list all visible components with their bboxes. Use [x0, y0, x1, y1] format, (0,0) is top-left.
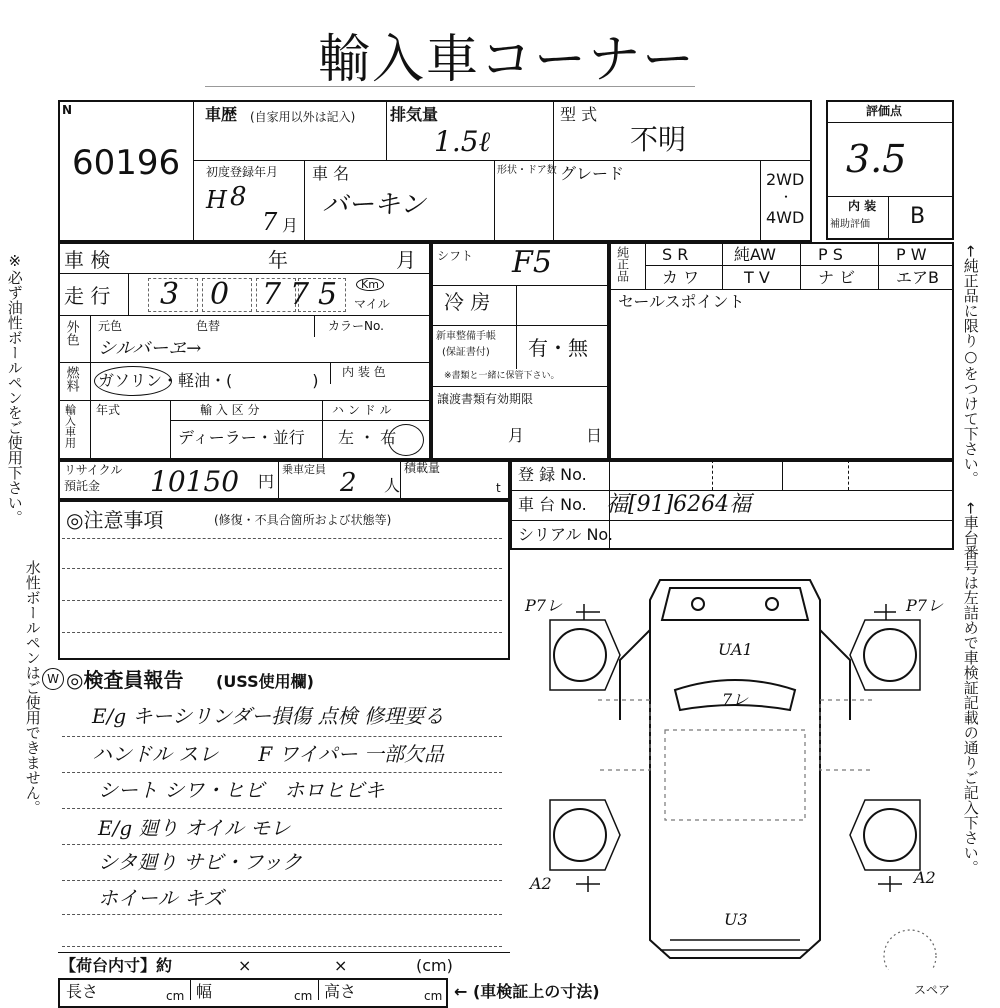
lot-label: N — [62, 103, 73, 117]
report-line-6: ホイール キズ — [98, 886, 224, 910]
notice-label: ◎注意事項 — [66, 508, 164, 532]
dims-height: 高さ — [324, 982, 357, 1001]
inspection-year: 年 — [268, 248, 288, 272]
genuine-sr: S R — [662, 245, 689, 264]
dims-width: 幅 — [196, 982, 213, 1001]
genuine-leather: カ ワ — [662, 268, 700, 287]
import-year-label: 年式 — [96, 403, 121, 417]
interior-sub: 補助評価 — [830, 219, 870, 230]
import-category-label: 輸 入 区 分 — [200, 403, 260, 417]
history-note: (自家用以外は記入) — [250, 110, 356, 124]
genuine-tv: T V — [744, 268, 770, 287]
mileage-unit-mile: マイル — [354, 297, 390, 311]
damage-rear-right: A2 — [914, 868, 936, 887]
dims-length: 長さ — [66, 982, 99, 1001]
shape-doors-label: 形状・ドア数 — [497, 165, 557, 176]
shift-label: シフト — [437, 249, 474, 263]
fuel-options: ガソリン・軽油・( ) — [98, 371, 319, 390]
damage-roof: UA1 — [718, 640, 753, 659]
history-label: 車歴 — [205, 105, 238, 124]
genuine-pw: P W — [896, 245, 927, 264]
dims-frame — [58, 978, 448, 1008]
docs-expiry-label: 譲渡書類有効期限 — [437, 392, 534, 406]
color-no-label: カラーNo. — [328, 319, 384, 333]
drive-4wd: 4WD — [766, 208, 805, 227]
model-value: 不明 — [630, 123, 687, 156]
genuine-navi: ナ ビ — [818, 268, 856, 287]
car-diagram — [510, 560, 960, 970]
recycle-label-1: リサイクル — [64, 463, 123, 477]
side-note-left-1: ※必ず油性ボールペンをご使用下さい。 — [5, 252, 24, 525]
page-title: 輸入車コーナー — [318, 30, 697, 90]
damage-front-right: P7レ — [906, 596, 943, 615]
side-note-left-2: 水性ボールペンはご使用できません。 — [23, 560, 42, 815]
interior-value: B — [910, 204, 926, 229]
bed-x2: × — [334, 956, 348, 975]
report-line-4: E/g 廻り オイル モレ — [98, 816, 291, 840]
maint-label-1: 新車整備手帳 — [436, 331, 496, 342]
dims-note: ← (車検証上の寸法) — [454, 982, 600, 1001]
side-note-right-1: ←純正品に限り○をつけて下さい。 — [961, 245, 980, 486]
docs-expiry-day: 日 — [586, 426, 603, 445]
report-mark: W — [42, 668, 64, 690]
displacement-value: 1.5ℓ — [434, 125, 491, 158]
first-reg-month: 7 — [262, 208, 278, 236]
maint-note: ※書類と一緒に保管下さい。 — [444, 371, 560, 381]
recycle-label-2: 預託金 — [64, 479, 101, 493]
bed-label: 【荷台内寸】約 — [60, 956, 173, 975]
fuel-side: 燃料 — [63, 366, 79, 392]
capacity-label: 乗車定員 — [282, 463, 326, 476]
import-category-value: ディーラー・並行 — [178, 428, 305, 447]
inspection-label: 車 検 — [64, 248, 111, 272]
first-reg-year: 8 — [230, 182, 247, 212]
exterior-side: 外色 — [63, 320, 79, 346]
load-label: 積載量 — [404, 461, 441, 475]
maint-value: 有・無 — [528, 336, 588, 360]
orig-color-value: シルバーヱ→ — [98, 338, 202, 359]
interior-color-label: 内 装 色 — [342, 365, 386, 379]
report-sub: (USS使用欄) — [216, 672, 314, 691]
serial-label: シリアル No. — [518, 525, 614, 544]
dims-height-unit: cm — [424, 989, 443, 1003]
car-name-value: バーキン — [322, 190, 426, 220]
bed-x1: × — [238, 956, 252, 975]
dims-length-unit: cm — [166, 989, 185, 1003]
mileage-digit-4: 7 — [290, 277, 310, 312]
load-unit: t — [496, 481, 501, 495]
repaint-label: 色替 — [196, 319, 221, 333]
docs-expiry-month: 月 — [508, 426, 525, 445]
handle-value: 左 ・ 右 — [338, 428, 397, 447]
drive-2wd: 2WD — [766, 170, 805, 189]
grade-label: グレード — [560, 164, 625, 183]
capacity-value: 2 — [340, 468, 357, 498]
mileage-unit-km: Km — [356, 278, 384, 291]
genuine-side: 純正品 — [615, 246, 630, 282]
inspection-month: 月 — [396, 248, 416, 272]
import-side: 輸入車用 — [63, 404, 77, 448]
mileage-digit-1: 3 — [160, 277, 180, 312]
drive-dot: ・ — [780, 190, 793, 204]
registration-label: 登 録 No. — [518, 465, 587, 484]
report-line-3: シート シワ・ヒビ ホロヒビキ — [98, 778, 385, 802]
side-note-right-2: ←車台番号は左詰めで車検証記載の通りご記入下さい。 — [961, 502, 980, 875]
mileage-digit-3: 7 — [262, 277, 282, 312]
orig-color-label: 元色 — [98, 319, 123, 333]
report-label: ◎検査員報告 — [66, 668, 184, 692]
recycle-value: 10150 — [150, 465, 240, 498]
genuine-aw: 純AW — [734, 245, 776, 264]
genuine-ps: P S — [818, 245, 843, 264]
lot-number: 60196 — [72, 143, 181, 183]
maint-label-2: (保証書付) — [442, 347, 490, 358]
genuine-airbag: エアB — [896, 268, 939, 287]
chassis-label: 車 台 No. — [518, 495, 587, 514]
bed-unit: (cm) — [416, 956, 453, 975]
spare-label: スペア — [914, 983, 951, 997]
first-reg-era: H — [206, 186, 227, 214]
score-label: 評価点 — [866, 104, 903, 118]
capacity-unit: 人 — [384, 476, 401, 495]
first-reg-month-unit: 月 — [282, 216, 299, 235]
interior-label: 内 装 — [848, 199, 877, 213]
mileage-digit-2: 0 — [210, 277, 230, 312]
mileage-digit-5: 5 — [318, 277, 338, 312]
damage-rear-left: A2 — [530, 874, 552, 893]
notice-sub: (修復・不具合箇所および状態等) — [214, 513, 392, 527]
chassis-value: 福[91]6264福 — [606, 492, 752, 517]
score-value: 3.5 — [846, 137, 907, 181]
shift-value: F5 — [512, 245, 552, 280]
title-underline — [205, 86, 695, 87]
sales-point-label: セールスポイント — [618, 292, 745, 311]
dims-width-unit: cm — [294, 989, 313, 1003]
first-reg-label: 初度登録年月 — [206, 165, 279, 179]
report-line-1: E/g キーシリンダー損傷 点検 修理要る — [92, 704, 445, 728]
displacement-label: 排気量 — [390, 105, 439, 124]
mileage-label: 走 行 — [64, 284, 111, 308]
damage-rear: U3 — [724, 910, 748, 929]
report-line-5: シタ廻り サビ・フック — [98, 850, 303, 874]
handle-label: ハ ン ド ル — [332, 403, 392, 417]
ac-label: 冷 房 — [444, 290, 491, 314]
damage-front-left: P7レ — [525, 596, 562, 615]
recycle-unit: 円 — [258, 472, 275, 491]
car-name-label: 車 名 — [312, 164, 350, 183]
report-line-2: ハンドル スレ F ワイパー 一部欠品 — [92, 742, 444, 766]
damage-glass: 7レ — [722, 690, 749, 709]
model-label: 型 式 — [560, 105, 598, 124]
